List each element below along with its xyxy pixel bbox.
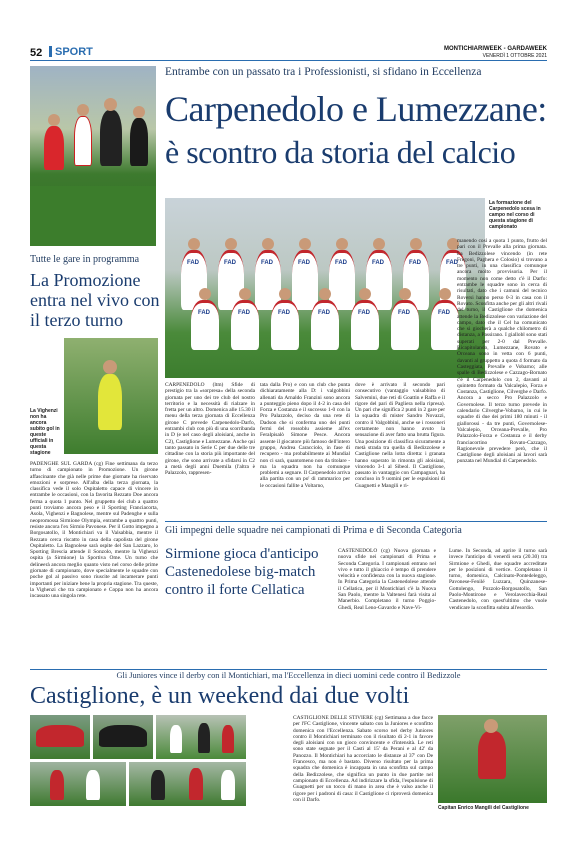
publication-name: MONTICHIARIWEEK - GARDAWEEK <box>444 46 547 52</box>
carpenedolo-team-photo <box>165 198 485 378</box>
team-player-head <box>199 288 211 300</box>
team-player-shirt <box>231 300 259 350</box>
section-bar <box>49 46 52 57</box>
team-player-shirt <box>311 300 339 350</box>
promozione-kicker: Tutte le gare in programma <box>30 254 140 265</box>
main-article-col1: CARPENEDOLO (ltm) Sfide di prestigio tra la «sorpresa» della seconda giornata per uno dei tre club del nostro territorio e la necessità di rialzare in fretta per un altro. Domenica alle 15.30 il menu della terza giornata di Eccellenza girone C prevede Carpenedolo-Darfo, entrambi club con più di una scorribanda in D (e nel caso degli aloisiani, anche in C2), Castiglione e Lumezzane. Anche qui tanto passato in Serie C per due delle tre cittadine con la storia più importante del girone, che sono arrivate a sfidarsi in C2 a metà degli anni Duemila (l'altra è Palazzolo, rappresen- <box>165 382 255 477</box>
juniores-photo-2 <box>93 715 153 759</box>
team-player-head <box>188 238 200 250</box>
match-photo-5 <box>129 762 246 806</box>
mid-article-col1: CASTENEDOLO (cg) Nuova giornata e nuova sfide nei campionati di Prima e Seconda Categoria. I campionati entrano nel vivo e tutto il ghiaccio è tempo di prendere velocità e confidenza con la nuova stagione. In Prima Categoria la Castenedolese attende il Cellatica, per il Montichiari c'è la Nuova San Paolo, mentre la Valtenesi farà visita al Manerbio. Completano il turno Poggio-Ghedi, Real Leno-Gavardo e Nave-Vi- <box>338 548 436 611</box>
team-player-shirt <box>292 250 318 310</box>
header-rule <box>30 60 547 61</box>
main-headline-line2: è scontro da storia del calcio <box>165 134 516 170</box>
team-player-shirt <box>431 300 459 350</box>
sponsor-logo: FAD <box>224 260 236 266</box>
main-headline-line1: Carpenedolo e Lumezzane: <box>165 89 547 129</box>
match-photo-3 <box>156 715 246 759</box>
team-player-head <box>225 238 237 250</box>
team-player-head <box>319 288 331 300</box>
team-player-head <box>410 238 422 250</box>
team-player-shirt <box>329 250 355 310</box>
sponsor-logo: FAD <box>335 260 347 266</box>
promozione-headline: La Promozione entra nel vivo con il terzo turno <box>30 270 160 330</box>
juniores-photo-1 <box>30 715 90 759</box>
bottom-kicker: Gli Juniores vince il derby con il Montichiari, ma l'Eccellenza in dieci uomini cede contro il Bedizzole <box>116 671 461 680</box>
sponsor-logo: FAD <box>372 260 384 266</box>
castiglione-body: CASTIGLIONE DELLE STIVIERE (cg) Settimana a due facce per l'FC Castiglione, vincente sabato con la Juniores e sconfitto domenica con l'Eccellenza. Sabato scorso nel derby Juniores contro il Montichiari terminato con il risultato di 2-1 in favore degli aloisiani con un gioco convincente e d'intensità. Le reti sono state segnate per il Casti al 15' da Perani e al 42' da Panozzo. Il Montichiari ha accorciato le distanze al 37' con De Francesco, ma non è bastato. Diverso risultato per la prima squadra che domenica è incappata in una sconfitta sul campo della Bedizzolese, che significa un punto in due partite nel campionato di Eccellenza. Ad indirizzare la sfida, l'espulsione di Guagnetti per un tocco di mano in area che è valso anche il rigore per i padroni di casa: il Castiglione ci riproverà domenica con il Darfo. <box>293 715 433 803</box>
sponsor-logo: FAD <box>398 310 410 316</box>
team-player-shirt <box>271 300 299 350</box>
team-player-head <box>373 238 385 250</box>
main-article-col4: manendo così a quota 1 punto, frutto del pari con il Prevalle alla prima giornata. La Bedizzolese vincendo (in rete Fregoni, Paghera e Colosio) si trovano a tre punti, in una classifica comunque ancora molto provvisoria. Per il momento non come detto c'è il Darfo: entrambe le squadre sono in cerca di risultati, dato che i camuni del tecnico Roversi hanno perso 0-3 in casa con il Rovato. Sconfitta anche per gli altri rivali del turno, il Castiglione che domenica attende la Bedizzolese con variazione del campo, dato che il Cel ha comunicato che si giocherà a qualche chilometro di distanza, a Passirano. I giallobl sono stati superati per 2-0 dal Prevalle. Ricapitolando, Lumezzane, Rovato e Orceana sono in vetta con 6 punti, davanti al gruppetto a quota 4 formato da Casteggiata, Prevalle e Vobarno; alle spalle di Bedizzolese e Cazzago-Bornato c'è il Carpenedolo con 2, davanti al quintetto formato da Valcalepio, Forza e Costanza, Castiglione, Cilverghe e Darfo. Ancora a secco Pro Palazzolo e Governolese. Il terzo turno prevede in calendario Cilverghe-Vobarno, in cui le squadre di due dei primi 180 minuti - il giallorossi - da tre punti, Governolese-Valcalepio, Orceana-Prevalle, Pro Palazzolo-Forza e Costanza e il derby franciacortino Rovato-Cazzago, Ragionevole prevedere però, che il Castiglione degli aloisiani ai lavori sarà punzata nel Mundial di Carpenedolo. <box>457 238 547 465</box>
bottom-headline: Castiglione, è un weekend dai due volti <box>30 683 410 709</box>
team-photo-caption: La formazione del Carpenedolo scesa in campo nel corso di questa stagione di campionato <box>489 200 541 230</box>
page-number: 52 <box>30 47 43 59</box>
sponsor-logo: FAD <box>278 310 290 316</box>
sponsor-logo: FAD <box>446 260 458 266</box>
team-player-shirt <box>391 300 419 350</box>
vighenzi-photo-caption: La Vighenzi non ha ancora subito gol in queste ufficiali in questa stagione <box>30 408 60 456</box>
match-photo-4 <box>30 762 126 806</box>
team-player-head <box>336 238 348 250</box>
main-article-col3: dove è arrivato il secondo pari consecutivo (vantaggio valsabbino di Salvemini, due reti di Goattin e Raffa e il rigore del pari di Pagliera nella ripresa). Un pari che significa 2 punti in 2 gare per la squadra di mister Sandro Novazzi, contro il Valgobbini, anche se i rossoneri certamente non hanno avuto la sensazione di aver fatto una brutta figura. Una posizione di classifica sicuramente a metà strada tra quella di Bedizzolese e Castiglione nella lotta diretta: i granata hanno superato in rimonta gli aloisiani, vincendo 3-1 al Sibeol. Il Castiglione, passato in vantaggio con Campagnari, ha concluso in 9 uomini per le espulsioni di Guagnetti e Mangili e ri- <box>355 382 445 489</box>
team-player-shirt <box>191 300 219 350</box>
sponsor-logo: FAD <box>261 260 273 266</box>
sponsor-logo: FAD <box>358 310 370 316</box>
team-player-head <box>279 288 291 300</box>
team-player-head <box>359 288 371 300</box>
mangili-photo-caption: Capitan Enrico Mangili del Castiglione <box>438 805 529 811</box>
team-player-shirt <box>351 300 379 350</box>
promozione-match-photo <box>30 66 156 246</box>
promozione-body: PADENGHE SUL GARDA (cg) Fine settimana da terzo turno di campionato in Promozione. Un girone affascinante che già nelle prime due giornate ha riservato emozioni e sorprese. All'alba della terza giornata, la classifica vede il solo Ospitaletto capace di vincere in entrambe le occasioni, con la favorita Rezzato Doe ancora ferma a quota 1 punto. Nel gruppetto dei club a quattro punti troviamo ancora peso e il Sporting Franciacorta, Asola, Vighenzi e Bagnolese, mentre sul Padenghe e sulla neopromossa Sirmione Olympia, entrambe a quattro punti, resiste ancora l'ex Sirmio Pavonese. Per il Gotto impegno a Borgosatollo, il Montichiari va il Valsabbia, mentre il Rezzato cerca riscatto in casa della capolista del girone Ospitaletto. La Bagnolese sarà ospite del San Lazzaro, lo Sporting Brescia attende il Sonzolo, mentre la Vighenzi ospita (a Sirmione) la Sportiva Ome. Un turno che delineerà ancora meglio quanto visto nel corso delle prime giornate di campionato, dove specialmente le squadre con poche gol al passivo sono riuscite ad incamerare punti importanti per iniziare bene la propria stagione. Tra queste, la Vighenzi che tra campionato e Coppa non ha ancora incassato una singola rete. <box>30 461 158 600</box>
mid-section-rule <box>165 521 547 522</box>
sponsor-logo: FAD <box>187 260 199 266</box>
bottom-section-rule <box>30 669 547 670</box>
mid-article-col2: Lume. In Seconda, ad aprire il turno sarà invece l'anticipo di venerdì sera (20.30) tra Sirmione e Ghedi, due squadre accreditate per le posizioni di vertice. Completano il turno, domenica, Calcinato-Pontedeleggo, Pavonese-Fenilé Luzzara, Quinzanese-Gottolengo, Pozzolo-Borgosatollo, San Paolo-Montirone e Verolavecchia-Real Castenedolo, con quest'ultimo che vuole vendicare la sconfitta subita all'esordio. <box>449 548 547 611</box>
team-player-head <box>399 288 411 300</box>
sponsor-logo: FAD <box>198 310 210 316</box>
sponsor-logo: FAD <box>438 310 450 316</box>
sponsor-logo: FAD <box>298 260 310 266</box>
mid-kicker: Gli impegni delle squadre nei campionati di Prima e di Seconda Categoria <box>165 525 462 536</box>
team-player-head <box>439 288 451 300</box>
main-article-col2: tata dalla Pro) e con un club che punta dichiaratamente alla D: i valgobbini allenati da Arnaldo Franzini sono ancora a punteggio pieno dopo il 4-2 in casa del Forza e Costanza e il successo 1-0 con la Pro Palazzolo, deciso da una rete di Dadson che si conferma uno dei punti fermi del rossoblu assieme all'ex Feralpisalò Simone Pesce. Ancora assente il giocatore più famoso dell'intero gruppo, Andrea Caracciolo, in fase di recupero - ma probabilmente ai Mundial non ci sarà, quantomeno non da titolare - ma la squadra non ha comunque problemi a segnare. Il Carpenedolo arriva alla partita con un po' di rammarico per le occasioni fallite a Voltarno, <box>260 382 350 489</box>
vighenzi-goalkeeper-photo <box>64 338 158 454</box>
issue-date: VENERDÌ 1 OTTOBRE 2021 <box>482 53 547 59</box>
mid-headline: Sirmione gioca d'anticipo Castenedolese big-match contro il forte Cellatica <box>165 546 319 598</box>
sponsor-logo: FAD <box>238 310 250 316</box>
section-title: SPORT <box>55 46 93 58</box>
main-kicker: Entrambe con un passato tra i Professionisti, si sfidano in Eccellenza <box>165 66 482 78</box>
sponsor-logo: FAD <box>409 260 421 266</box>
team-player-head <box>239 288 251 300</box>
team-player-head <box>299 238 311 250</box>
mangili-photo <box>438 715 547 803</box>
sponsor-logo: FAD <box>318 310 330 316</box>
team-player-head <box>262 238 274 250</box>
